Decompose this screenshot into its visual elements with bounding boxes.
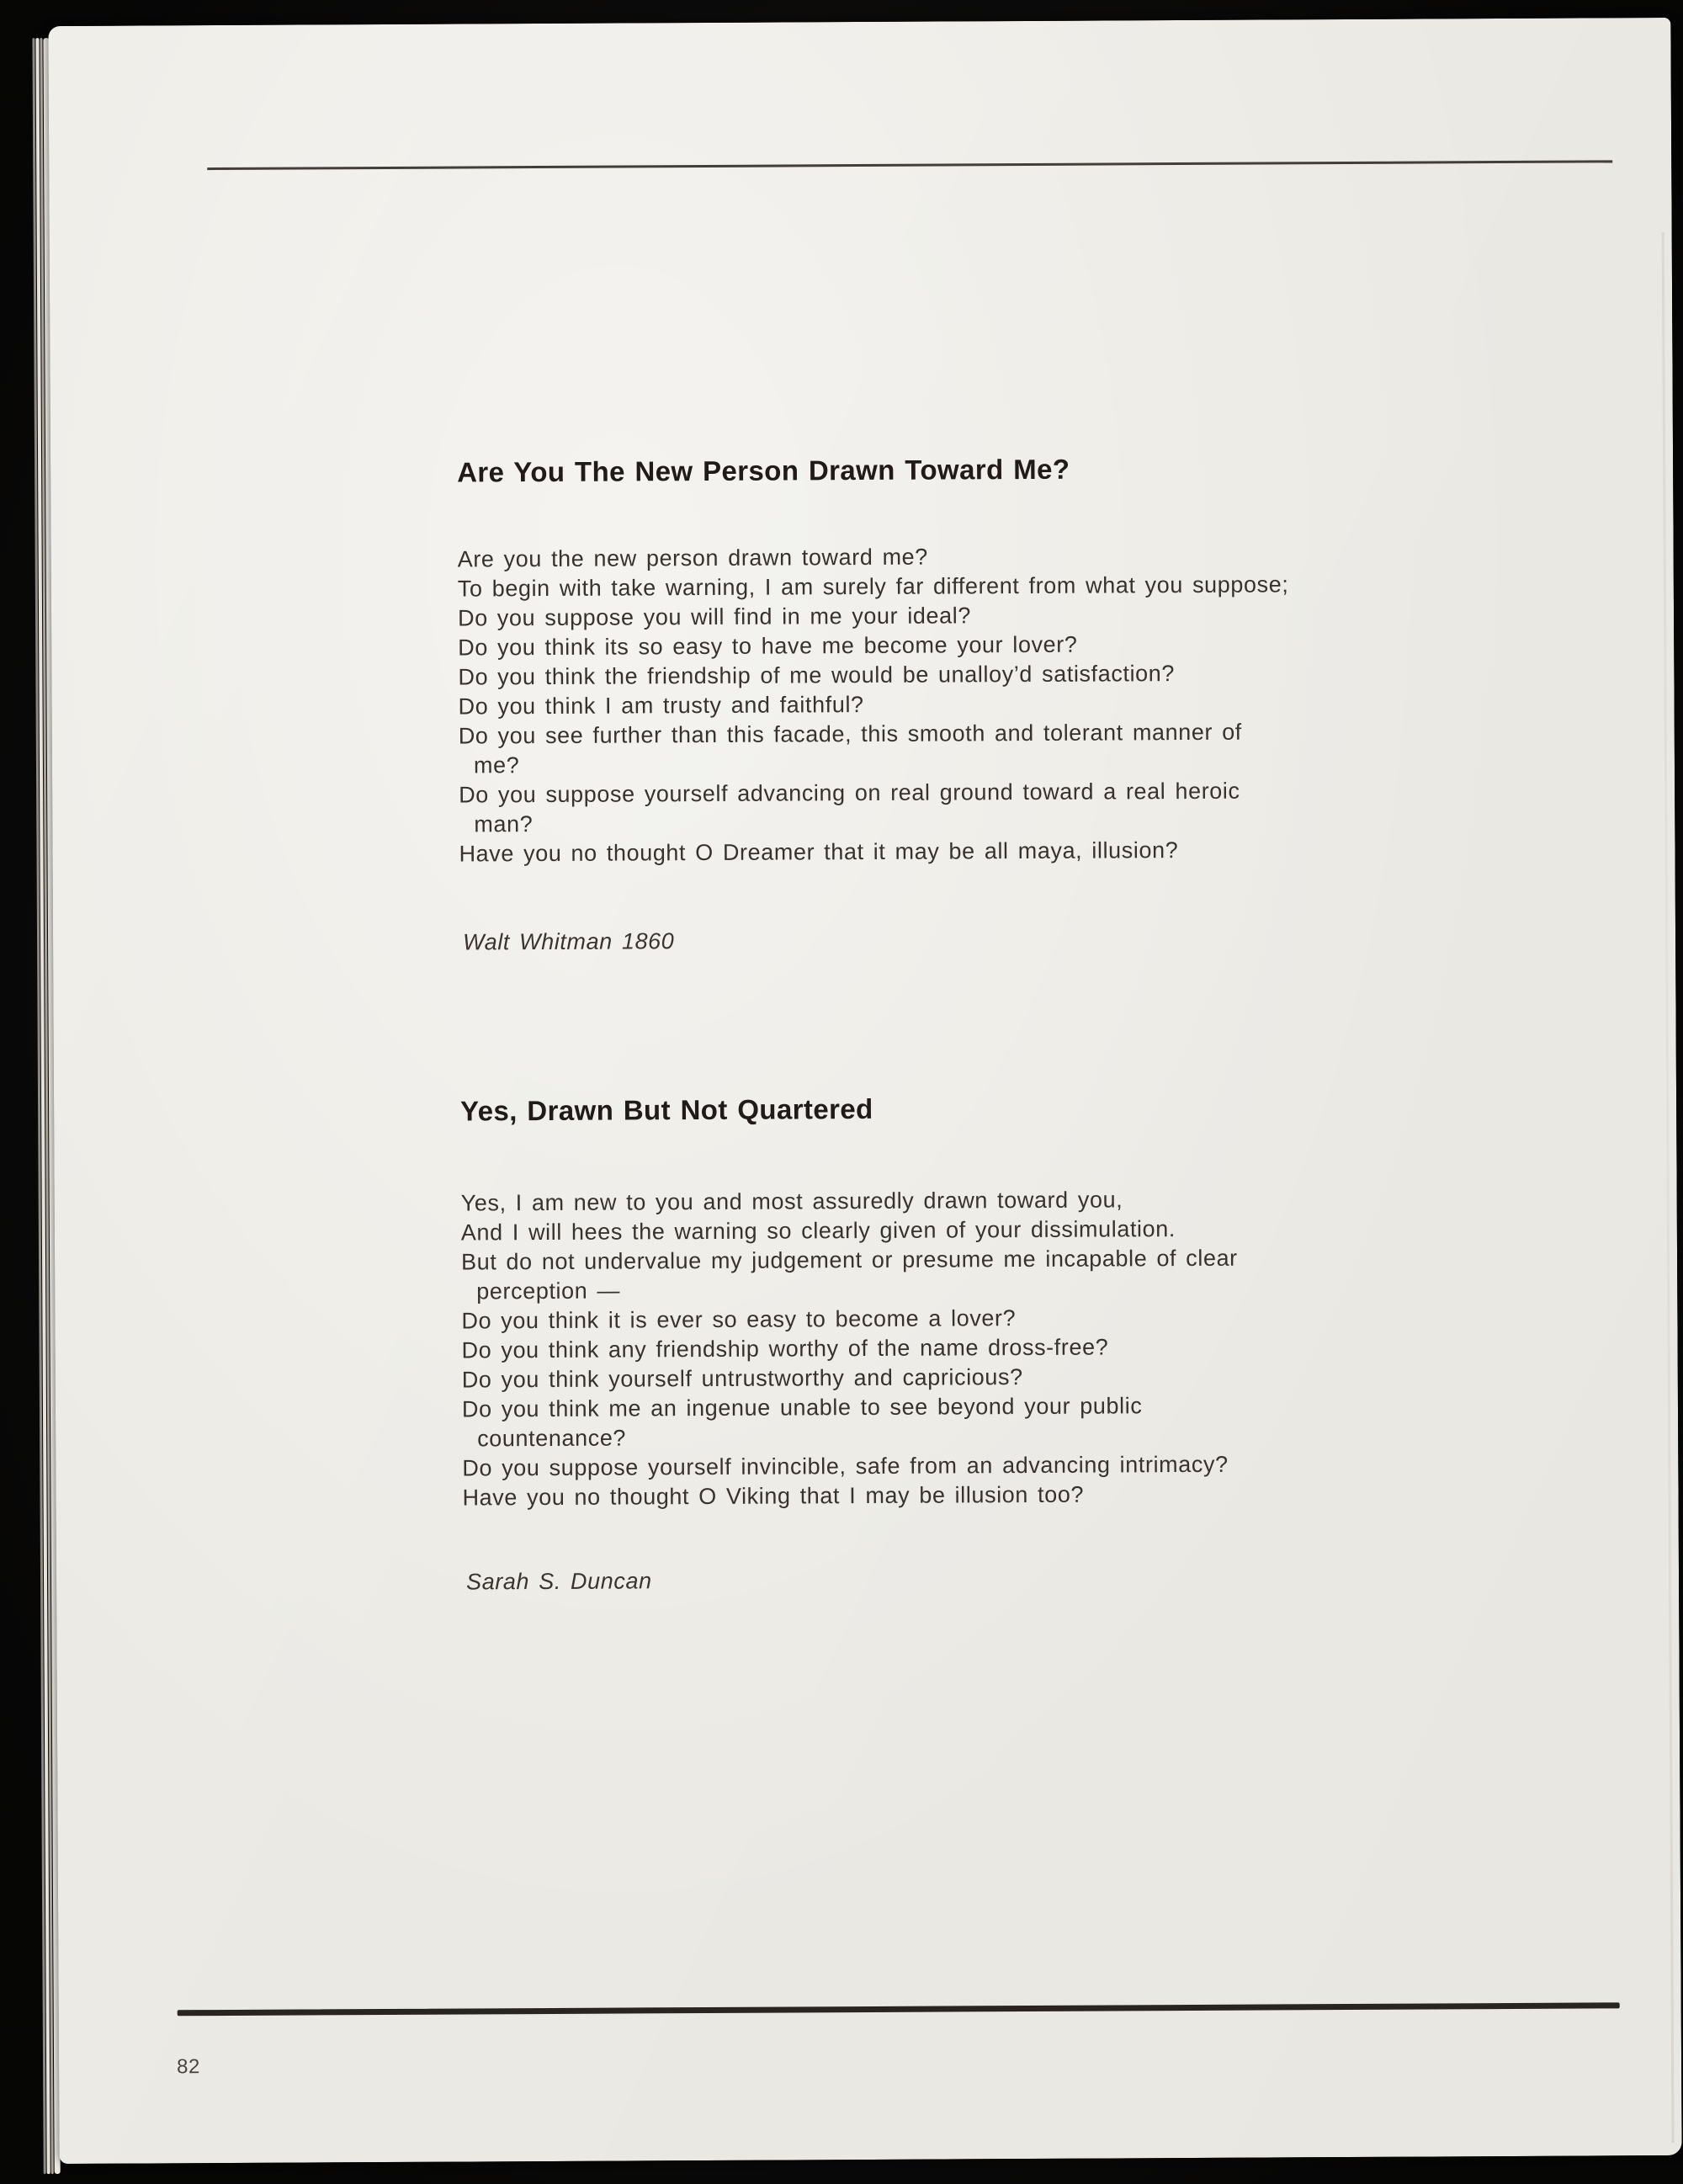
poem-line: Have you no thought O Dreamer that it may be all maya, illusion? [459, 837, 1179, 867]
poem-line: Do you think any friendship worthy of the name dross-free? [461, 1334, 1109, 1363]
poem-line: Do you suppose yourself advancing on real ground toward a real heroic [459, 778, 1240, 808]
poem-line: Are you the new person drawn toward me? [457, 544, 928, 572]
poem-line-continuation: man? [474, 811, 534, 837]
bottom-rule [178, 2002, 1620, 2016]
poem-line: Do you think yourself untrustworthy and capricious? [461, 1364, 1023, 1393]
poem-line: Yes, I am new to you and most assuredly drawn toward you, [460, 1187, 1123, 1216]
top-rule [207, 160, 1612, 170]
poem-line: Do you see further than this facade, this smooth and tolerant manner of [458, 719, 1242, 749]
poem-line: Do you suppose yourself invincible, safe from an advancing intrimacy? [462, 1451, 1229, 1481]
poem-line: Do you suppose you will find in me your ideal? [457, 603, 972, 631]
poem-attribution-1: Walt Whitman 1860 [462, 928, 675, 955]
poem-title-2: Yes, Drawn But Not Quartered [460, 1092, 873, 1127]
poem-line: Have you no thought O Viking that I may be illusion too? [462, 1481, 1085, 1511]
poem-attribution-2: Sarah S. Duncan [465, 1568, 652, 1595]
paper-sheet [48, 18, 1681, 2164]
poem-body-2 [461, 1183, 1523, 1513]
poem-line: And I will hees the warning so clearly given of your dissimulation. [460, 1216, 1176, 1246]
next-page-edge [1662, 232, 1675, 2143]
poem-line: Do you think its so easy to have me become your lover? [458, 631, 1078, 661]
poem-line: Do you think me an ingenue unable to see beyond your public [461, 1393, 1143, 1422]
poem-title-1: Are You The New Person Drawn Toward Me? [457, 453, 1070, 488]
poem-line-continuation: me? [473, 752, 520, 778]
poem-line: But do not undervalue my judgement or presume me incapable of clear [460, 1245, 1238, 1275]
poem-line: Do you think I am trusty and faithful? [458, 692, 864, 720]
page-number: 82 [176, 2055, 200, 2079]
poem-line: Do you think it is ever so easy to become a lover? [461, 1305, 1017, 1334]
poem-line-continuation: countenance? [477, 1425, 627, 1452]
poem-body-1 [458, 539, 1520, 869]
poem-line: Do you think the friendship of me would be unalloy’d satisfaction? [458, 661, 1176, 690]
poem-line-continuation: perception — [476, 1278, 621, 1305]
poem-line: To begin with take warning, I am surely far different from what you suppose; [457, 571, 1289, 602]
